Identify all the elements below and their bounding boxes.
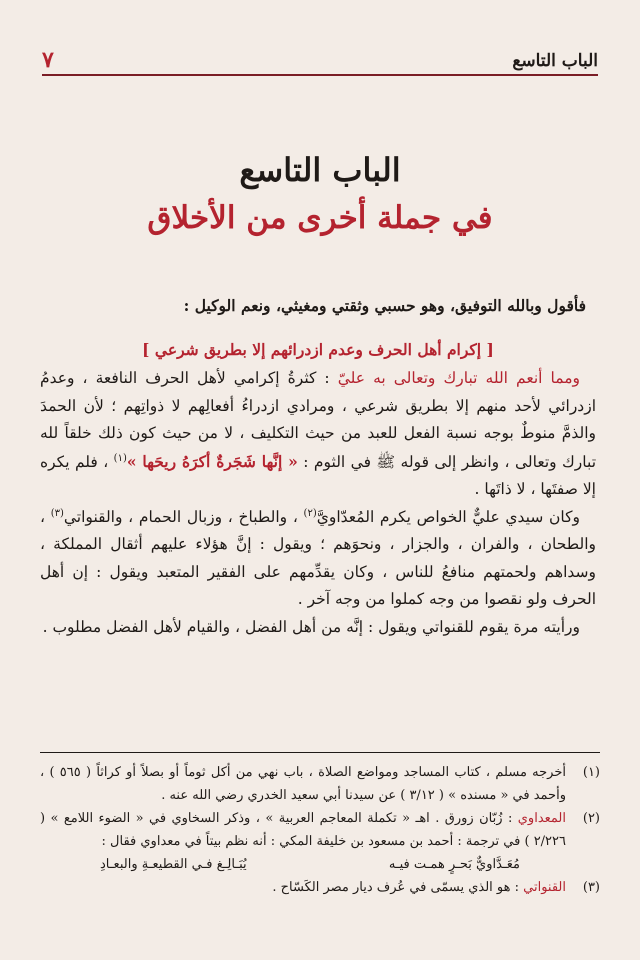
section-heading: [ إكرام أهل الحرف وعدم ازدرائهم إلا بطريق شرعي ] — [142, 339, 494, 359]
running-title: الباب التاسع — [512, 51, 598, 71]
hadith-quote: « إنَّها شَجَرةٌ أكرَهُ ريحَها » — [126, 451, 298, 471]
footnote-ref-2[interactable]: (٢) — [303, 507, 317, 519]
paragraph-1 — [40, 365, 596, 504]
footnote-keyword: القنواتي — [523, 880, 566, 895]
verse-hemistich-first: مُعَـدَّاويٌّ بَحـرٍ همـت فيـه — [388, 857, 520, 872]
footnote-body — [40, 876, 566, 899]
paragraph-2-text-a: وكان سيدي عليٌّ الخواص يكرم المُعدّاويَّ — [316, 507, 581, 526]
paragraph-1-lead: ومما أنعم الله تبارك وتعالى به عليّ — [337, 369, 580, 387]
paragraph-3: ورأيته مرة يقوم للقنواتي ويقول : إنَّه من أهل الفضل ، والقيام لأهل الفضل مطلوب . — [42, 617, 580, 636]
main-text — [40, 292, 596, 641]
footnote-body — [40, 807, 566, 853]
page-number: ٧ — [42, 47, 54, 73]
paragraph-1-text-b: ، فلم يكره إلا صفتَها ، لا ذاتَها . — [40, 452, 596, 498]
footnote-2 — [40, 807, 600, 853]
verse-hemistich-second: يُبَـالِـغ فـي القطيعـةِ والبعـادِ — [100, 857, 247, 872]
footnote-text: : هو الذي يسمّى في عُرف ديار مصر الكَسّاح . — [272, 880, 524, 895]
footnote-3 — [40, 876, 600, 899]
footnotes — [40, 752, 600, 899]
paragraph-1-text-a: : كثرةُ إكرامي لأهل الحرف النافعة ، وعدمُ ازدرائي لأحد منهم إلا بطريق شرعي ، ومرادي ازدراءُ أفعالِهم لا ذواتِهم ؛ لأن الحمدَ والذمَّ منوطٌ بوجه نسبة الفعل للعبد من حيث التكليف ، لا من حيث كون ذلك خلقاً لله تبارك وتعالى ، وانظر إلى قوله ﷺ في الثوم : — [40, 369, 597, 471]
footnote-text: أخرجه مسلم ، كتاب المساجد ومواضع الصلاة ، باب نهي من أكل ثوماً أو بصلاً أو كراثاً ( ٥٦٥ ) ، وأحمد في « مسنده » ( ٣/١٢ ) عن سيدنا أبي سعيد الخدري رضي الله عنه . — [40, 765, 566, 803]
paragraph-2-text-b: ، والطباخ ، وزبال الحمام ، والقنواتي — [63, 507, 304, 526]
footnote-text: : زُبّان زورق . اهـ « تكملة المعاجم العربية » ، وذكر السخاوي في « الضوء اللامع » ( ٢/٢٢٦ ) في ترجمة : أحمد بن مسعود بن خليفة المكي : أنه نظم بيتاً في معداوي فقال : — [40, 811, 566, 849]
footnote-keyword: المعداوي — [517, 811, 566, 826]
footnote-number: (١) — [582, 765, 600, 780]
footnote-number: (٢) — [582, 811, 600, 826]
paragraph-2-text-c: ، والطحان ، والفران ، والجزار ، ونحوَهم ؛ ويقول : إنَّ هؤلاء عليهم أثقال المملكة ، وسداهم ولحمتهم منافعُ للناس ، وكان يقدِّمهم على الفقير المتعبد ويقول : إن أهل الحرف ولو نقصوا من وجه كملوا من وجه آخر . — [40, 507, 596, 608]
footnote-number: (٣) — [582, 880, 600, 895]
footnote-1 — [40, 761, 600, 807]
chapter-title: الباب التاسع — [239, 151, 401, 189]
paragraph-2 — [40, 504, 596, 614]
footnote-ref-3[interactable]: (٣) — [50, 507, 64, 519]
running-header — [42, 44, 598, 76]
footnote-ref-1[interactable]: (١) — [113, 452, 127, 464]
intro-line: فأقول وبالله التوفيق، وهو حسبي وثقتي ومغيثي، ونعم الوكيل : — [183, 296, 586, 315]
poetry-verse — [40, 853, 600, 876]
chapter-subtitle: في جملة أخرى من الأخلاق — [147, 200, 493, 236]
